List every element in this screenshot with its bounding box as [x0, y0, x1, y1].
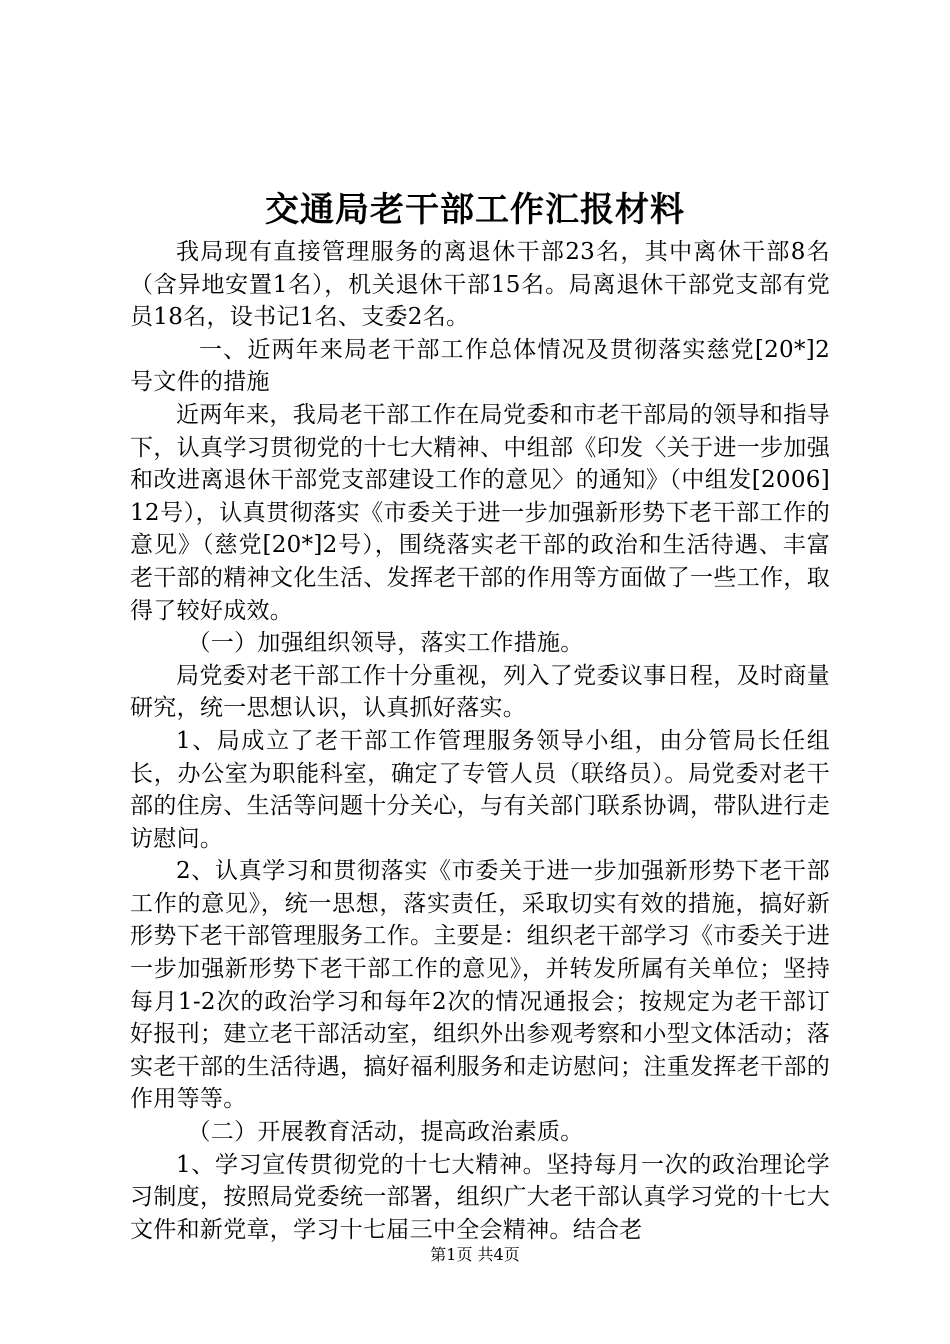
page-footer: 第1页 共4页 — [430, 1245, 520, 1264]
paragraph-item-2: 2、认真学习和贯彻落实《市委关于进一步加强新形势下老干部工作的意见》，统一思想，落实责任，采取切实有效的措施，搞好新形势下老干部管理服务工作。主要是：组织老干部学习《市委关于进一步加强新形势下老干部工作的意见》，并转发所属有关单位；坚持每月1-2次的政治学习和每年2次的情况通报会；按规定为老干部订好报刊；建立老干部活动室，组织外出参观考察和小型文体活动；落实老干部的生活待遇，搞好福利服务和走访慰问；注重发挥老干部的作用等等。 — [130, 858, 830, 1113]
document-title: 交通局老干部工作汇报材料 — [265, 190, 685, 230]
section-heading-1: 一、近两年来局老干部工作总体情况及贯彻落实慈党[20*]2号文件的措施 — [130, 336, 830, 396]
document-body — [130, 236, 830, 1246]
subsection-heading-2: （二）开展教育活动，提高政治素质。 — [187, 1119, 584, 1146]
paragraph-item-1: 1、局成立了老干部工作管理服务领导小组，由分管局长任组长，办公室为职能科室，确定了专管人员（联络员）。局党委对老干部的住房、生活等问题十分关心，与有关部门联系协调，带队进行走访慰问。 — [130, 727, 830, 852]
paragraph-education-1: 1、学习宣传贯彻党的十七大精神。坚持每月一次的政治理论学习制度，按照局党委统一部署，组织广大老干部认真学习党的十七大文件和新党章，学习十七届三中全会精神。结合老 — [130, 1151, 830, 1243]
paragraph-overview: 近两年来，我局老干部工作在局党委和市老干部局的领导和指导下，认真学习贯彻党的十七大精神、中组部《印发〈关于进一步加强和改进离退休干部党支部建设工作的意见〉的通知》（中组发[2006]12号），认真贯彻落实《市委关于进一步加强新形势下老干部工作的意见》（慈党[20*]2号），围绕落实老干部的政治和生活待遇、丰富老干部的精神文化生活、发挥老干部的作用等方面做了一些工作，取得了较好成效。 — [130, 401, 830, 624]
subsection-heading-1: （一）加强组织领导，落实工作措施。 — [187, 630, 584, 657]
paragraph-intro: 我局现有直接管理服务的离退休干部23名，其中离休干部8名（含异地安置1名），机关退休干部15名。局离退休干部党支部有党员18名，设书记1名、支委2名。 — [130, 239, 830, 331]
paragraph-leadership: 局党委对老干部工作十分重视，列入了党委议事日程，及时商量研究，统一思想认识，认真抓好落实。 — [130, 662, 830, 722]
